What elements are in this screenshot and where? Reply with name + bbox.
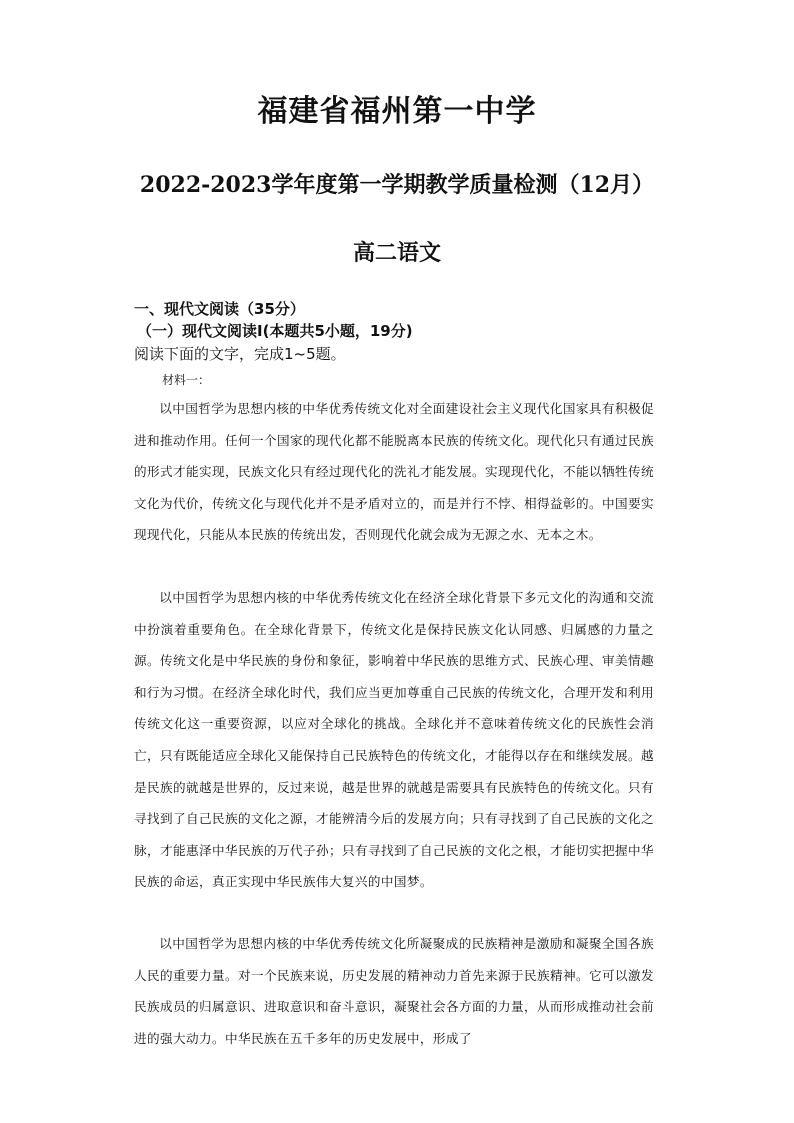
section-heading: 一、现代文阅读（35分） <box>134 300 305 318</box>
subsection-heading: （一）现代文阅读Ⅰ(本题共5小题，19分) <box>137 322 413 340</box>
material-paragraph: 以中国哲学为思想内核的中华优秀传统文化对全面建设社会主义现代化国家具有积极促进和推动作用。任何一个国家的现代化都不能脱离本民族的传统文化。现代化只有通过民族的形式才能实现，民族文化只有经过现代化的洗礼才能发展。实现现代化，不能以牺牲传统文化为代价，传统文化与现代化并不是矛盾对立的，而是并行不悖、相得益彰的。中国要实现现代化，只能从本民族的传统出发，否则现代化就会成为无源之水、无本之木。 <box>134 401 654 543</box>
material-paragraph: 以中国哲学为思想内核的中华优秀传统文化在经济全球化背景下多元文化的沟通和交流中扮演着重要角色。在全球化背景下，传统文化是保持民族文化认同感、归属感的力量之源。传统文化是中华民族的身份和象征，影响着中华民族的思维方式、民族心理、审美情趣和行为习惯。在经济全球化时代，我们应当更加尊重自己民族的传统文化，合理开发和利用传统文化这一重要资源，以应对全球化的挑战。全球化并不意味着传统文化的民族性会消亡，只有既能适应全球化又能保持自己民族特色的传统文化，才能得以存在和继续发展。越是民族的就越是世界的，反过来说，越是世界的就越是需要具有民族特色的传统文化。只有寻找到了自己民族的文化之源，才能辨清今后的发展方向；只有寻找到了自己民族的文化之脉，才能惠泽中华民族的万代子孙；只有寻找到了自己民族的文化之根，才能切实把握中华民族的命运，真正实现中华民族伟大复兴的中国梦。 <box>134 590 654 890</box>
subject-title: 高二语文 <box>352 240 441 266</box>
material-label: 材料一： <box>162 373 211 387</box>
exam-title: 2022-2023学年度第一学期教学质量检测（12月） <box>139 172 655 198</box>
school-title: 福建省福州第一中学 <box>257 94 537 129</box>
material-paragraph: 以中国哲学为思想内核的中华优秀传统文化所凝聚成的民族精神是激励和凝聚全国各族人民的重要力量。对一个民族来说，历史发展的精神动力首先来源于民族精神。它可以激发民族成员的归属意识、进取意识和奋斗意识，凝聚社会各方面的力量，从而形成推动社会前进的强大动力。中华民族在五千多年的历史发展中，形成了 <box>134 936 654 1046</box>
reading-instruction: 阅读下面的文字，完成1~5题。 <box>134 345 346 363</box>
